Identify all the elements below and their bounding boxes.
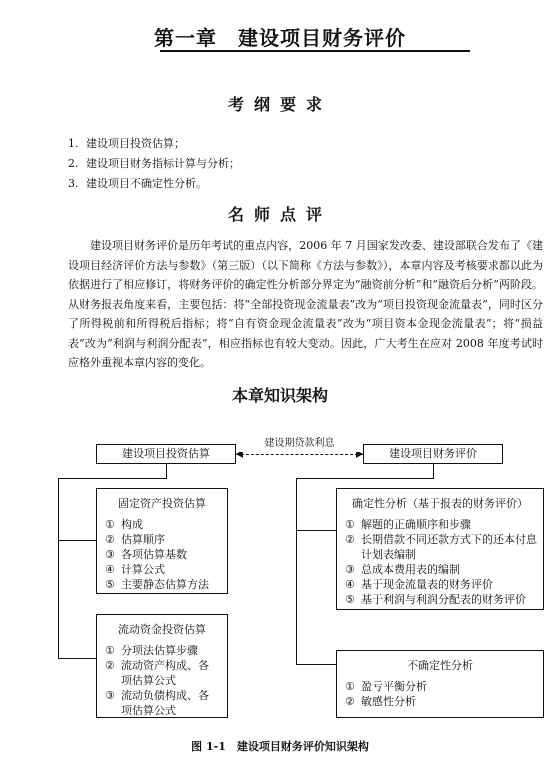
certainty-analysis-list bbox=[337, 517, 543, 607]
knowledge-map-title: 本章知识架构 bbox=[231, 386, 328, 405]
connector bbox=[58, 658, 96, 659]
working-capital-box bbox=[96, 614, 228, 718]
left-root-box: 建设项目投资估算 bbox=[96, 444, 236, 464]
section-heading-commentary: 名师点评 bbox=[227, 205, 332, 224]
connector bbox=[58, 478, 167, 479]
connector bbox=[58, 478, 59, 658]
working-capital-list bbox=[97, 643, 227, 718]
list-item: 2. 建设项目财务指标计算与分析； bbox=[68, 157, 240, 170]
link-arrow bbox=[236, 454, 363, 455]
list-item: ② 流动资产构成、各项估算公式 bbox=[105, 659, 209, 687]
fixed-asset-list bbox=[97, 517, 227, 592]
chapter-title: 第一章 建设项目财务评价 bbox=[154, 26, 406, 50]
connector bbox=[296, 664, 336, 665]
list-item: ① 盈亏平衡分析 bbox=[345, 680, 427, 693]
list-item: ① 解题的正确顺序和步骤 bbox=[345, 518, 471, 531]
commentary-paragraph: 建设项目财务评价是历年考试的重点内容，2006 年 7 月国家发改委、建设部联合发布了《建设项目经济评价方法与参数》（第三版）（以下简称《方法与参数》），本章内容及考核要求都以此为依据进行了相应修订，将财务评价的确定性分析部分界定为“融资前分析”和“融资后分析”两阶段。从财务报表角度来看，主要包括：将“全部投资现金流量表”改为“项目投资现金流量表”，同时区分了所得税前和所得税后指标；将“自有资金现金流量表”改为“项目资本金现金流量表”；将“损益表”改为“利润与利润分配表”，相应指标也有较大变动。因此，广大考生在应对 2008 年度考试时应格外重视本章内容的变化。 bbox=[68, 239, 543, 369]
fixed-asset-box bbox=[96, 488, 228, 594]
uncertainty-analysis-box bbox=[336, 650, 544, 718]
right-root-box: 建设项目财务评价 bbox=[363, 444, 503, 464]
connector bbox=[58, 540, 96, 541]
list-item: ⑤ 主要静态估算方法 bbox=[105, 578, 209, 591]
list-item: ② 估算顺序 bbox=[105, 533, 165, 546]
connector bbox=[296, 478, 434, 479]
connector bbox=[166, 464, 167, 478]
fixed-asset-title: 固定资产投资估算 bbox=[118, 497, 206, 510]
section-heading-syllabus: 考纲要求 bbox=[227, 95, 332, 114]
list-item: ① 构成 bbox=[105, 518, 143, 531]
list-item: ③ 总成本费用表的编制 bbox=[345, 563, 460, 576]
link-label: 建设期贷款利息 bbox=[240, 436, 359, 452]
connector bbox=[433, 464, 434, 478]
list-item: ④ 计算公式 bbox=[105, 563, 165, 576]
list-item: 1. 建设项目投资估算； bbox=[68, 137, 185, 150]
uncertainty-analysis-list bbox=[337, 679, 543, 709]
working-capital-title: 流动资金投资估算 bbox=[118, 623, 206, 636]
connector bbox=[296, 530, 336, 531]
connector bbox=[296, 478, 297, 664]
figure-caption: 图 1-1 建设项目财务评价知识架构 bbox=[191, 740, 369, 753]
certainty-analysis-box bbox=[336, 488, 544, 610]
list-item: 3. 建设项目不确定性分析。 bbox=[68, 177, 207, 190]
list-item: ③ 流动负债构成、各项估算公式 bbox=[105, 689, 209, 717]
list-item: ④ 基于现金流量表的财务评价 bbox=[345, 578, 493, 591]
list-item: ③ 各项估算基数 bbox=[105, 548, 187, 561]
list-item: ② 长期借款不同还款方式下的还本付息计划表编制 bbox=[345, 533, 537, 561]
list-item: ② 敏感性分析 bbox=[345, 695, 416, 708]
certainty-analysis-title: 确定性分析（基于报表的财务评价） bbox=[352, 497, 528, 510]
list-item: ⑤ 基于利润与利润分配表的财务评价 bbox=[345, 593, 526, 606]
list-item: ① 分项法估算步骤 bbox=[105, 644, 198, 657]
uncertainty-analysis-title: 不确定性分析 bbox=[407, 659, 473, 672]
